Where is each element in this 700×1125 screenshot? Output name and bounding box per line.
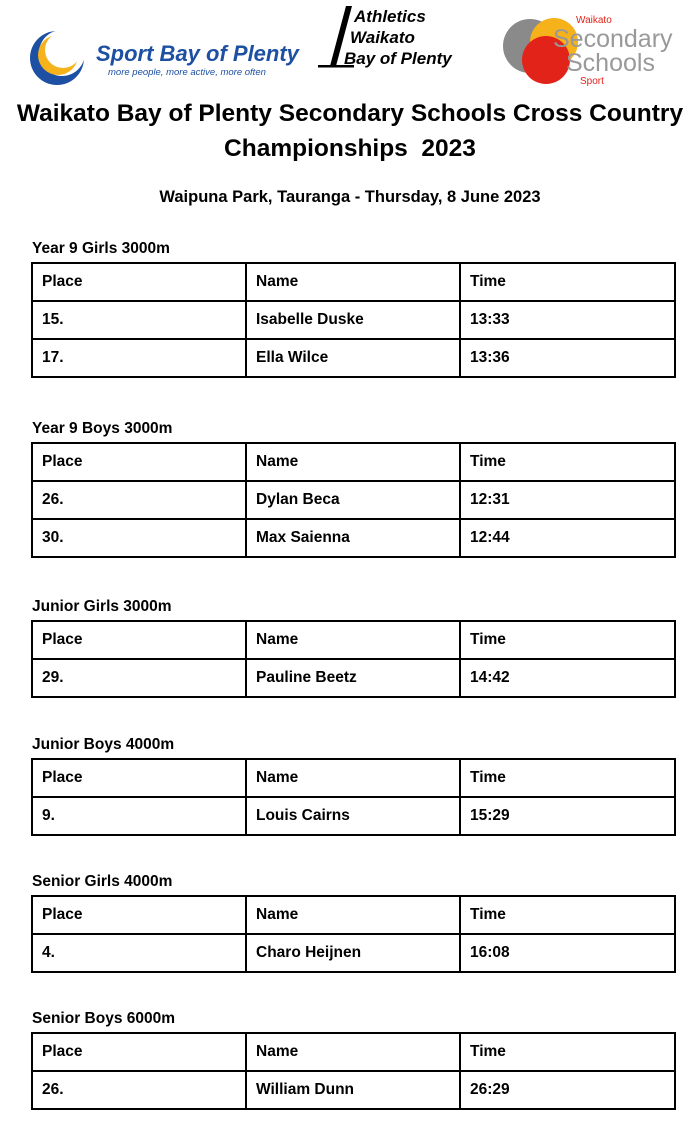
results-table bbox=[31, 758, 676, 836]
table-row bbox=[32, 934, 675, 972]
table-row bbox=[32, 659, 675, 697]
header-place: Place bbox=[32, 443, 246, 481]
cell-time: 13:33 bbox=[460, 301, 675, 339]
cell-name: William Dunn bbox=[246, 1071, 460, 1109]
cell-time: 16:08 bbox=[460, 934, 675, 972]
secondary-line2: Schools bbox=[566, 49, 655, 77]
cell-place: 15. bbox=[32, 301, 246, 339]
header-place: Place bbox=[32, 1033, 246, 1071]
header-name: Name bbox=[246, 443, 460, 481]
results-table bbox=[31, 620, 676, 698]
cell-place: 26. bbox=[32, 1071, 246, 1109]
sport-bop-name: Sport Bay of Plenty bbox=[96, 41, 299, 66]
cell-time: 13:36 bbox=[460, 339, 675, 377]
event-title: Year 9 Boys 3000m bbox=[32, 420, 173, 437]
title-line-1: Waikato Bay of Plenty Secondary Schools Cross Country bbox=[16, 100, 684, 127]
header-place: Place bbox=[32, 621, 246, 659]
cell-name: Isabelle Duske bbox=[246, 301, 460, 339]
title-line-2: Championships 2023 bbox=[224, 135, 476, 162]
athletics-line1: Athletics bbox=[354, 7, 426, 26]
cell-place: 26. bbox=[32, 481, 246, 519]
header-name: Name bbox=[246, 621, 460, 659]
logo-bar bbox=[0, 0, 700, 92]
sport-bop-tagline: more people, more active, more often bbox=[108, 67, 266, 78]
cell-name: Dylan Beca bbox=[246, 481, 460, 519]
results-table bbox=[31, 1032, 676, 1110]
table-header-row bbox=[32, 263, 675, 301]
table-row bbox=[32, 481, 675, 519]
cell-name: Ella Wilce bbox=[246, 339, 460, 377]
table-row bbox=[32, 301, 675, 339]
event-title: Junior Girls 3000m bbox=[32, 598, 172, 615]
secondary-small-bottom: Sport bbox=[580, 76, 604, 87]
table-row bbox=[32, 519, 675, 557]
cell-time: 15:29 bbox=[460, 797, 675, 835]
header-time: Time bbox=[460, 263, 675, 301]
cell-name: Louis Cairns bbox=[246, 797, 460, 835]
header-name: Name bbox=[246, 263, 460, 301]
page-title bbox=[0, 96, 700, 166]
event-title: Junior Boys 4000m bbox=[32, 736, 175, 753]
sport-bay-of-plenty-logo bbox=[24, 26, 314, 86]
cell-place: 30. bbox=[32, 519, 246, 557]
athletics-line3: Bay of Plenty bbox=[344, 49, 452, 68]
table-row bbox=[32, 797, 675, 835]
header-place: Place bbox=[32, 896, 246, 934]
athletics-line2: Waikato bbox=[350, 28, 415, 47]
header-time: Time bbox=[460, 443, 675, 481]
table-row bbox=[32, 1071, 675, 1109]
page-subtitle: Waipuna Park, Tauranga - Thursday, 8 June 2023 bbox=[159, 188, 541, 206]
cell-name: Charo Heijnen bbox=[246, 934, 460, 972]
table-header-row bbox=[32, 1033, 675, 1071]
header-name: Name bbox=[246, 1033, 460, 1071]
cell-place: 29. bbox=[32, 659, 246, 697]
table-header-row bbox=[32, 621, 675, 659]
header-name: Name bbox=[246, 759, 460, 797]
cell-time: 26:29 bbox=[460, 1071, 675, 1109]
event-title: Year 9 Girls 3000m bbox=[32, 240, 170, 257]
results-table bbox=[31, 442, 676, 558]
table-header-row bbox=[32, 443, 675, 481]
header-place: Place bbox=[32, 759, 246, 797]
athletics-waikato-bop-logo bbox=[316, 2, 476, 74]
cell-name: Max Saienna bbox=[246, 519, 460, 557]
cell-time: 14:42 bbox=[460, 659, 675, 697]
secondary-small-top: Waikato bbox=[576, 15, 612, 26]
table-row bbox=[32, 339, 675, 377]
secondary-schools-sport-logo bbox=[500, 8, 673, 88]
header-time: Time bbox=[460, 1033, 675, 1071]
cell-place: 4. bbox=[32, 934, 246, 972]
header-name: Name bbox=[246, 896, 460, 934]
cell-place: 9. bbox=[32, 797, 246, 835]
cell-place: 17. bbox=[32, 339, 246, 377]
results-table bbox=[31, 262, 676, 378]
secondary-line1: Secondary bbox=[553, 25, 673, 53]
cell-time: 12:44 bbox=[460, 519, 675, 557]
cell-time: 12:31 bbox=[460, 481, 675, 519]
event-title: Senior Boys 6000m bbox=[32, 1010, 176, 1027]
event-title: Senior Girls 4000m bbox=[32, 873, 173, 890]
cell-name: Pauline Beetz bbox=[246, 659, 460, 697]
results-table bbox=[31, 895, 676, 973]
header-time: Time bbox=[460, 759, 675, 797]
table-header-row bbox=[32, 896, 675, 934]
header-place: Place bbox=[32, 263, 246, 301]
header-time: Time bbox=[460, 621, 675, 659]
header-time: Time bbox=[460, 896, 675, 934]
table-header-row bbox=[32, 759, 675, 797]
